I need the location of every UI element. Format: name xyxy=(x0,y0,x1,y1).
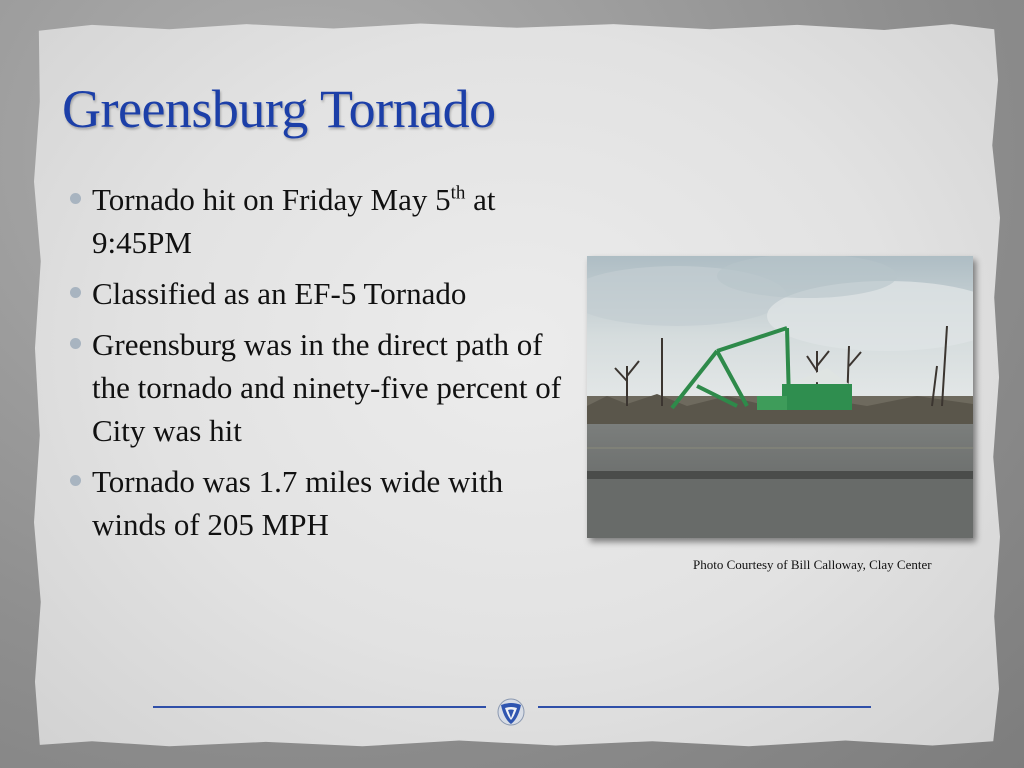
bullet-superscript: th xyxy=(450,182,466,204)
bullet-dot-icon xyxy=(70,287,81,298)
bullet-dot-icon xyxy=(70,338,81,349)
bullet-text-continued: at 9:45PM xyxy=(92,182,496,260)
bullet-dot-icon xyxy=(70,193,81,204)
bullet-item xyxy=(70,323,570,452)
bullet-item xyxy=(70,460,570,546)
footer-emblem-icon xyxy=(496,697,526,727)
bullet-item xyxy=(70,178,570,264)
bullet-text: Tornado hit on Friday May 5 xyxy=(92,182,451,217)
bullet-text: Tornado was 1.7 miles wide with winds of 205 MPH xyxy=(92,464,504,542)
bullet-dot-icon xyxy=(70,475,81,486)
photo-illustration xyxy=(587,256,973,538)
tornado-damage-photo xyxy=(587,256,973,538)
slide-title: Greensburg Tornado xyxy=(62,79,496,139)
bullet-item xyxy=(70,272,570,315)
footer-rule-left xyxy=(153,706,486,708)
bullet-text: Greensburg was in the direct path of the tornado and ninety-five percent of City was hit xyxy=(92,327,562,448)
bullet-text: Classified as an EF-5 Tornado xyxy=(92,276,467,311)
footer-rule-right xyxy=(538,706,871,708)
photo-caption: Photo Courtesy of Bill Calloway, Clay Center xyxy=(693,557,932,572)
bullet-list xyxy=(70,178,570,554)
